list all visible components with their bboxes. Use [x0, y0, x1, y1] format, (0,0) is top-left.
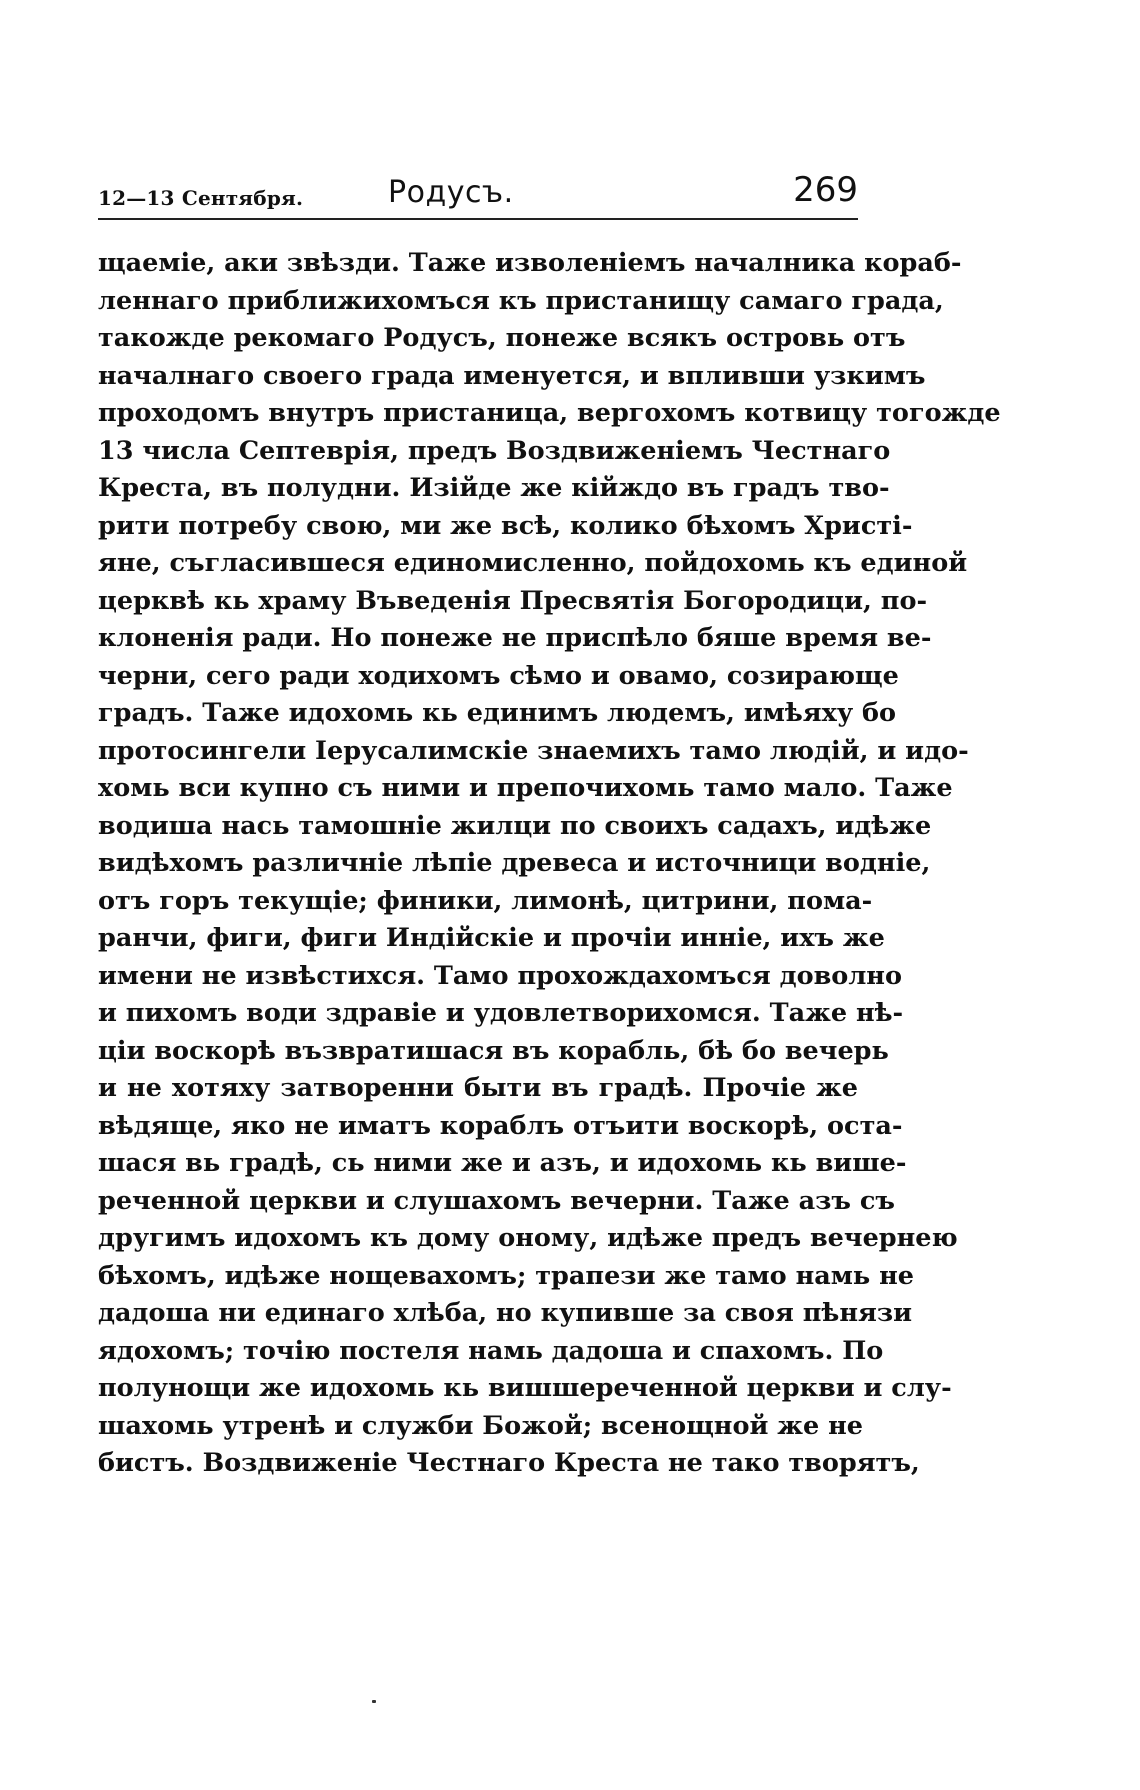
- header-date-range: 12—13 Сентября.: [98, 186, 304, 210]
- text-line: реченной церкви и слушахомъ вечерни. Таже азъ съ: [98, 1185, 895, 1216]
- text-line: вѣдяще, яко не иматъ кораблъ отъити воскорѣ, оста-: [98, 1110, 903, 1141]
- text-line: дадоша ни единаго хлѣба, но купивше за своя пѣнязи: [98, 1298, 913, 1328]
- text-line: клоненія ради. Но понеже не приспѣло бяше время ве-: [98, 623, 932, 653]
- text-line: 13 числа Септеврія, предъ Воздвиженіемъ Честнаго: [98, 435, 891, 466]
- text-line: другимъ идохомъ къ дому оному, идѣже предъ вечернею: [98, 1223, 958, 1253]
- text-line: шася вь градѣ, сь ними же и азъ, и идохомь кь више-: [98, 1148, 907, 1178]
- text-line: хомь вси купно съ ними и препочихомь тамо мало. Таже: [98, 773, 953, 803]
- text-line: видѣхомъ различніе лѣпіе древеса и источници водніе,: [98, 848, 931, 878]
- text-line: ранчи, фиги, фиги Индійскіе и прочіи инніе, ихъ же: [98, 923, 885, 953]
- body-text: [98, 245, 1001, 1483]
- text-line: градъ. Таже идохомь кь единимъ людемъ, имѣяху бо: [98, 698, 897, 728]
- header-rule: [98, 218, 858, 220]
- text-line: рити потребу свою, ми же всѣ, колико бѣхомъ Христі-: [98, 510, 913, 541]
- text-line: протосингели Іерусалимскіе знаемихъ тамо людій, и идо-: [98, 735, 969, 766]
- text-line: полунощи же идохомь кь вишшереченной церкви и слу-: [98, 1373, 952, 1403]
- text-line: и пихомъ води здравіе и удовлетворихомся. Таже нѣ-: [98, 998, 904, 1028]
- text-line: шахомь утренѣ и служби Божой; всенощной же не: [98, 1410, 863, 1441]
- text-line: щаеміе, аки звѣзди. Таже изволеніемъ началника кораб-: [98, 248, 962, 278]
- text-line: такожде рекомаго Родусъ, понеже всякъ островь отъ: [98, 323, 906, 353]
- page-number: 269: [793, 170, 858, 210]
- text-line: леннаго приближихомъся къ пристанищу самаго града,: [98, 285, 944, 316]
- text-line: Креста, въ полудни. Изійде же кійждо въ градъ тво-: [98, 473, 890, 503]
- text-line: яне, съгласившеся единомисленно, пойдохомь къ единой: [98, 548, 968, 578]
- text-line: имени не извѣстихся. Тамо прохождахомъся доволно: [98, 960, 902, 991]
- running-header: [98, 170, 858, 220]
- header-title: Родусъ.: [388, 175, 514, 210]
- print-speck: [372, 1700, 376, 1703]
- text-line: бѣхомъ, идѣже нощевахомъ; трапези же тамо намь не: [98, 1260, 914, 1291]
- text-line: черни, сего ради ходихомъ сѣмо и овамо, созирающе: [98, 660, 899, 691]
- text-line: проходомъ внутръ пристаница, вергохомъ котвицу тогожде: [98, 398, 1001, 428]
- text-line: и не хотяху затворенни быти въ градѣ. Прочіе же: [98, 1073, 858, 1103]
- text-line: ціи воскорѣ възвратишася въ корабль, бѣ бо вечерь: [98, 1035, 889, 1066]
- text-line: церквѣ кь храму Въведенія Пресвятія Богородици, по-: [98, 585, 928, 616]
- text-line: водиша нась тамошніе жилци по своихъ садахъ, идѣже: [98, 810, 932, 841]
- text-line: бистъ. Воздвиженіе Честнаго Креста не тако творятъ,: [98, 1448, 920, 1478]
- text-line: началнаго своего града именуется, и впливши узкимъ: [98, 360, 926, 391]
- text-line: отъ горъ текущіе; финики, лимонѣ, цитрини, пома-: [98, 885, 873, 916]
- text-line: ядохомъ; точію постеля намь дадоша и спахомъ. По: [98, 1335, 884, 1366]
